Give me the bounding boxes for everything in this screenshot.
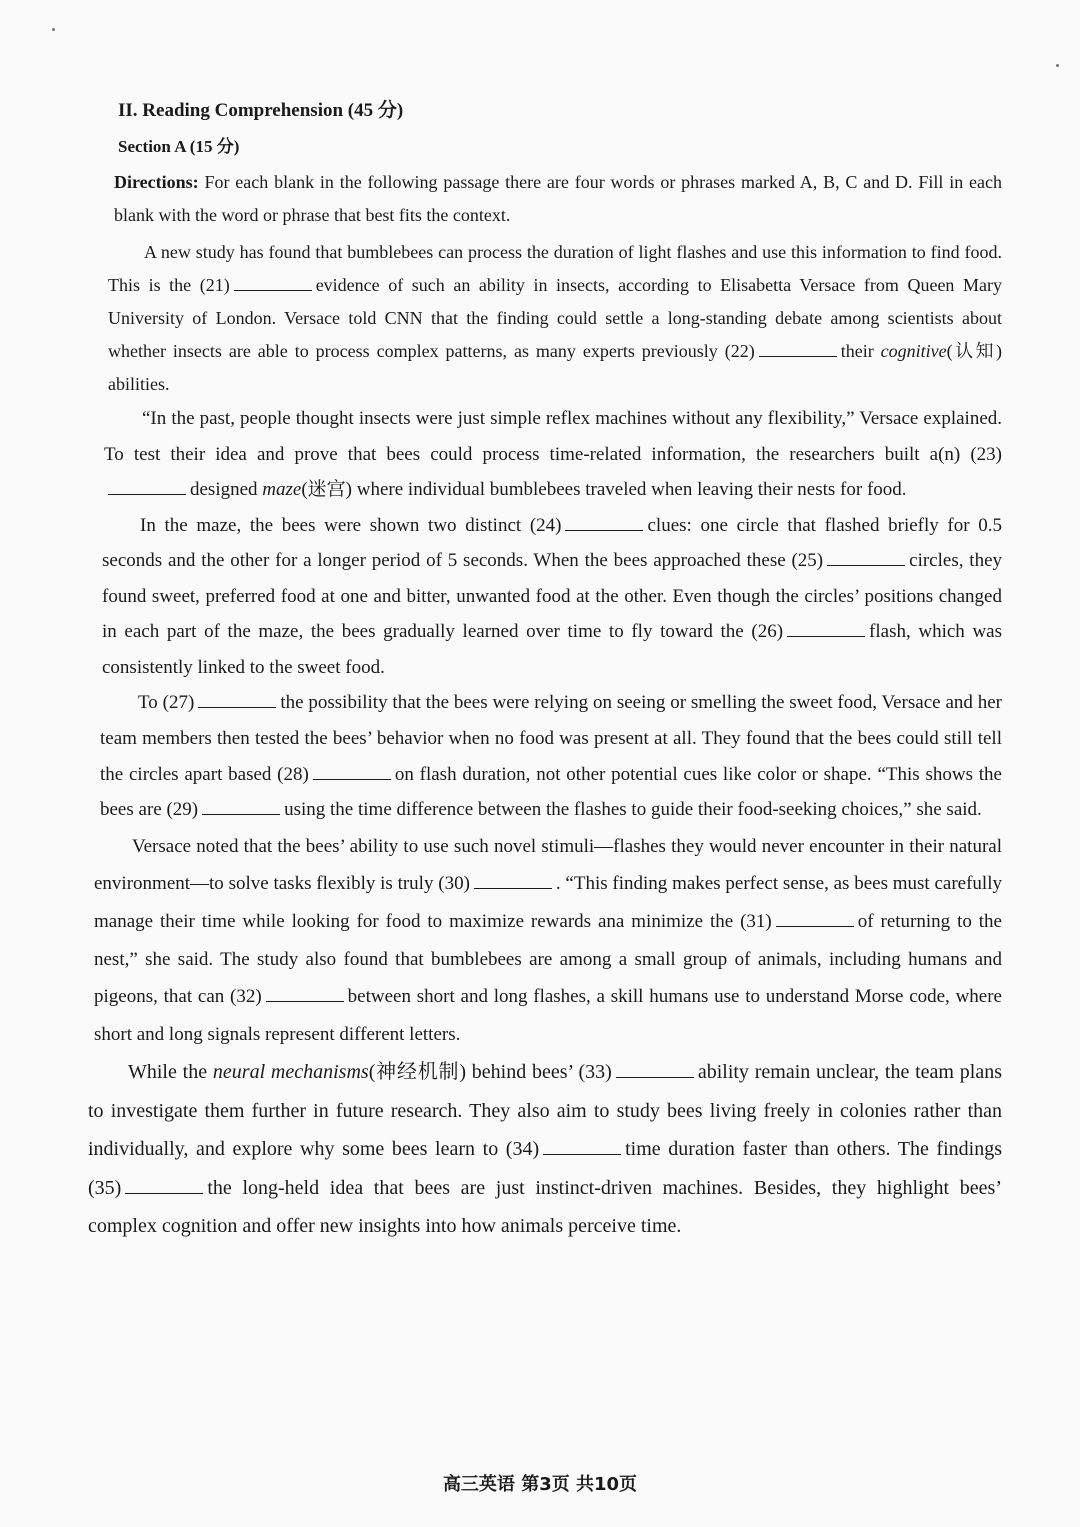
passage-text: between short and long flashes, a skill humans use to understand Morse code, where short and long signals represent different letters.: [94, 986, 1002, 1045]
blank-28[interactable]: [313, 760, 391, 780]
directions-text: For each blank in the following passage there are four words or phrases marked A, B, C and D. Fill in each blank with the word or phrase that best fits the context.: [114, 172, 1002, 225]
paragraph-1: [108, 236, 1002, 401]
paragraph-4: [100, 685, 1002, 827]
passage-text: A new study has found that bumblebees can process the duration of light flashes and use this information to find food. This is the (21): [108, 242, 1002, 295]
passage-text: using the time difference between the flashes to guide their food-seeking choices,” she said.: [284, 799, 982, 821]
directions-label: Directions:: [114, 172, 199, 192]
italic-term: cognitive: [880, 341, 947, 361]
blank-27[interactable]: [198, 688, 276, 708]
passage-text: the possibility that the bees were relying on seeing or smelling the sweet food, Versace and her team members then tested the bees’ behavior when no food was present at all. They found that the bees could still tell the circles apart based (28): [100, 692, 1003, 785]
passage-text: time duration faster than others. The findings (35): [88, 1138, 1002, 1199]
blank-26[interactable]: [787, 617, 865, 637]
passage-text: flash, which was consistently linked to the sweet food.: [102, 621, 1002, 678]
blank-33[interactable]: [616, 1057, 694, 1078]
blank-35[interactable]: [125, 1173, 203, 1194]
scan-speck: [52, 28, 55, 31]
passage-text: evidence of such an ability in insects, according to Elisabetta Versace from Queen Mary University of London. Versace told CNN that the finding could settle a long-standing debate among scientists about whether insects are able to process complex patterns, as many experts previously (22): [108, 275, 1002, 361]
paragraph-2: [104, 401, 1002, 508]
blank-24[interactable]: [565, 511, 643, 531]
scan-speck: [1056, 64, 1059, 67]
passage-text: To (27): [138, 692, 195, 714]
blank-34[interactable]: [543, 1134, 621, 1155]
blank-21[interactable]: [234, 272, 312, 291]
passage-text: While the: [128, 1061, 208, 1084]
passage-text: Versace noted that the bees’ ability to use such novel stimuli—flashes they would never encounter in their natural environment—to solve tasks flexibly is truly (30): [94, 835, 1002, 895]
passage-text: designed: [190, 479, 258, 500]
passage-text: of returning to the nest,” she said. The study also found that bumblebees are among a small group of animals, including humans and pigeons, that can (32): [94, 911, 1002, 1008]
blank-30[interactable]: [474, 869, 552, 889]
paragraph-3: [102, 508, 1002, 686]
directions: [114, 166, 1002, 232]
blank-32[interactable]: [266, 982, 344, 1002]
passage-text: on flash duration, not other potential cues like color or shape. “This shows the bees are (29): [100, 763, 1002, 821]
passage-text: circles, they found sweet, preferred food at one and bitter, unwanted food at the other. Even though the circles’ positions changed in each part of the maze, the bees gradually learned over time to fly toward the (26): [102, 550, 1003, 643]
blank-31[interactable]: [776, 907, 854, 927]
passage-text: In the maze, the bees were shown two distinct (24): [140, 514, 562, 536]
passage-text: “In the past, people thought insects were just simple reflex machines without any flexibility,” Versace explained. To test their idea and prove that bees could process time-related information, the researchers built a(n) (23): [104, 408, 1002, 465]
passage-text: their: [840, 341, 874, 361]
passage-text: the long-held idea that bees are just instinct-driven machines. Besides, they highlight bees’ complex cognition and offer new insights into how animals perceive time.: [88, 1176, 1002, 1238]
blank-22[interactable]: [759, 338, 837, 357]
italic-term: maze: [262, 479, 302, 500]
reading-passage: [88, 236, 1003, 1245]
passage-text: (迷宫) where individual bumblebees traveled when leaving their nests for food.: [301, 479, 907, 500]
passage-text: clues: one circle that flashed briefly for 0.5 seconds and the other for a longer period of 5 seconds. When the bees approached these (25): [102, 514, 1003, 572]
section-title: Section A (15 分): [118, 137, 240, 156]
part-title: II. Reading Comprehension (45 分): [118, 100, 404, 121]
italic-term: neural mechanisms: [212, 1061, 369, 1084]
page-footer: 高三英语 第3页 共10页: [442, 1474, 638, 1495]
passage-text: (神经机制) behind bees’ (33): [368, 1061, 612, 1084]
blank-23[interactable]: [108, 475, 186, 495]
paragraph-6: [88, 1053, 1002, 1245]
blank-29[interactable]: [202, 795, 280, 815]
paragraph-5: [94, 828, 1002, 1054]
blank-25[interactable]: [827, 546, 905, 566]
passage-text: ability remain unclear, the team plans to investigate them further in future research. They also aim to study bees living freely in colonies rather than individually, and explore why some bees learn to (34): [88, 1061, 1002, 1161]
passage-text: . “This finding makes perfect sense, as bees must carefully manage their time while looking for food to maximize rewards ana minimize the (31): [94, 873, 1002, 933]
passage-text: (认知) abilities.: [108, 341, 1002, 394]
